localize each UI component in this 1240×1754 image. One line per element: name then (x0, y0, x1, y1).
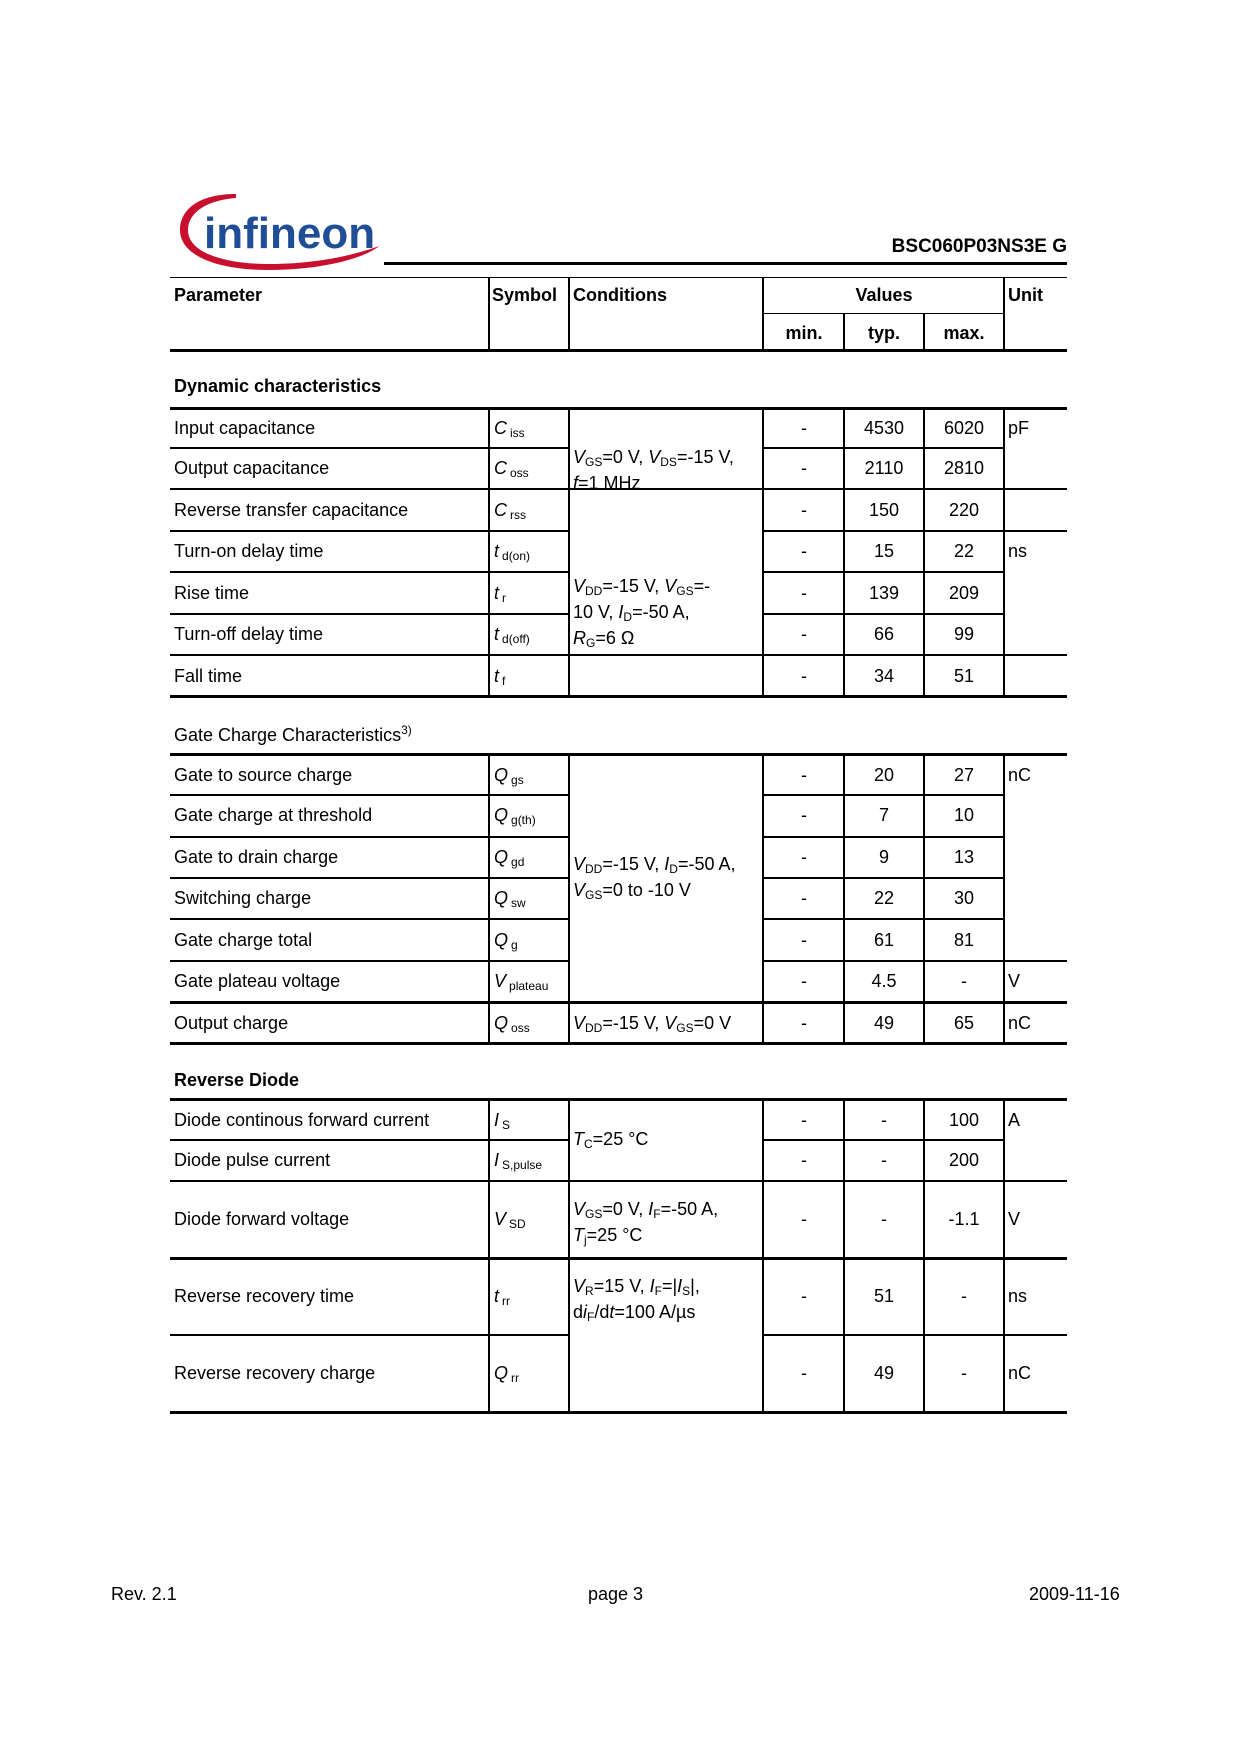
row-typ: 150 (868, 500, 900, 520)
row-min: - (801, 458, 807, 478)
row-typ: 2110 (864, 458, 904, 478)
conditions-forward-voltage: $V_{GS}=0$ V, $I_F=-50$ A, $T_j=25$ °C (573, 1199, 719, 1247)
row-unit: nC (1008, 765, 1032, 785)
row-min: - (801, 624, 807, 644)
row-symbol: t $_{d(off)}$ (494, 624, 530, 646)
row-max: 6020 (943, 418, 985, 438)
footnote-ref: 3) (401, 723, 412, 737)
conditions-gate-charge: $V_{DD}=-15$ V, $I_D=-50$ A, $V_{GS}=0$ to -10 V (573, 854, 736, 902)
row-parameter: Gate plateau voltage (174, 971, 341, 991)
row-max: -1.1 (948, 1209, 980, 1229)
row-min: - (801, 1363, 807, 1383)
row-parameter: Diode forward voltage (174, 1209, 350, 1229)
row-min: - (801, 1013, 807, 1033)
logo-wordmark: infineon (204, 209, 376, 258)
row-symbol: t $_{d(on)}$ (494, 541, 531, 563)
row-symbol: t $_{rr}$ (494, 1286, 511, 1308)
row-unit: ns (1008, 541, 1028, 561)
row-symbol: V $_{SD}$ (494, 1209, 526, 1231)
col-header-symbol: Symbol (492, 285, 558, 305)
row-unit: V (1008, 1209, 1021, 1229)
col-header-parameter: Parameter (174, 285, 263, 305)
col-header-min: min. (785, 323, 823, 343)
conditions-reverse-recovery: $V_R=15$ V, $I_F=|I_S|$, $di_F/dt=100$ A/µs (573, 1276, 700, 1324)
row-max: 10 (953, 805, 975, 825)
row-max: 30 (953, 888, 975, 908)
row-max: 2810 (943, 458, 985, 478)
row-parameter: Gate charge total (174, 930, 313, 950)
section-gate-charge: Gate Charge Characteristics$^{3)}$ (174, 723, 412, 745)
row-max: 200 (948, 1150, 980, 1170)
row-parameter: Output charge (174, 1013, 289, 1033)
row-max: 13 (953, 847, 975, 867)
row-symbol: Q $_{gd}$ (494, 847, 525, 869)
row-max: 27 (953, 765, 975, 785)
row-symbol: Q $_{sw}$ (494, 888, 526, 910)
row-max: 51 (953, 666, 975, 686)
row-max: 220 (948, 500, 980, 520)
row-parameter: Switching charge (174, 888, 312, 908)
row-typ: 49 (873, 1363, 895, 1383)
row-min: - (801, 847, 807, 867)
col-header-values: Values (855, 285, 913, 305)
row-typ: 61 (873, 930, 895, 950)
row-symbol: Q $_{g(th)}$ (494, 805, 536, 827)
row-min: - (801, 930, 807, 950)
conditions-capacitance: $V_{GS}=0$ V, $V_{DS}=-15$ V, f=1 MHz (573, 447, 734, 493)
row-parameter: Fall time (174, 666, 243, 686)
row-typ: 49 (873, 1013, 895, 1033)
section-dynamic: Dynamic characteristics (174, 376, 382, 396)
row-symbol: C $_{oss}$ (494, 458, 529, 480)
row-min: - (801, 1209, 807, 1229)
row-min: - (801, 500, 807, 520)
row-symbol: Q $_g$ (494, 930, 518, 952)
row-typ: 4.5 (871, 971, 897, 991)
row-max: 65 (953, 1013, 975, 1033)
row-typ: 66 (873, 624, 895, 644)
row-parameter: Input capacitance (174, 418, 316, 438)
col-header-unit: Unit (1008, 285, 1043, 305)
col-header-conditions: Conditions (573, 285, 667, 305)
col-header-max: max. (943, 323, 985, 343)
row-typ: 139 (868, 583, 900, 603)
row-min: - (801, 1150, 807, 1170)
row-typ: 4530 (863, 418, 905, 438)
row-typ: 51 (873, 1286, 895, 1306)
row-typ: 20 (873, 765, 895, 785)
row-max: 209 (948, 583, 980, 603)
row-min: - (801, 418, 807, 438)
row-max: 100 (948, 1110, 980, 1130)
row-max: 81 (953, 930, 975, 950)
row-symbol: I $_{S,pulse}$ (494, 1150, 543, 1172)
row-max: - (961, 1363, 967, 1383)
row-min: - (801, 971, 807, 991)
row-typ: 34 (873, 666, 895, 686)
row-typ: - (881, 1110, 887, 1130)
row-parameter: Diode pulse current (174, 1150, 331, 1170)
row-unit: nC (1008, 1363, 1032, 1383)
row-min: - (801, 805, 807, 825)
row-unit: ns (1008, 1286, 1028, 1306)
section-reverse-diode: Reverse Diode (174, 1070, 300, 1090)
row-min: - (801, 888, 807, 908)
row-parameter: Gate to drain charge (174, 847, 339, 867)
infineon-logo (178, 190, 380, 272)
row-symbol: Q $_{gs}$ (494, 765, 524, 787)
row-typ: - (881, 1150, 887, 1170)
footer-date: 2009-11-16 (1029, 1584, 1120, 1604)
row-unit: nC (1008, 1013, 1032, 1033)
row-symbol: V $_{plateau}$ (494, 971, 549, 993)
header-rule (384, 262, 1067, 265)
row-symbol: t $_f$ (494, 666, 506, 688)
row-typ: 9 (878, 847, 889, 867)
footer-revision: Rev. 2.1 (111, 1584, 177, 1604)
col-header-typ: typ. (867, 323, 900, 343)
row-min: - (801, 1110, 807, 1130)
row-symbol: Q $_{rr}$ (494, 1363, 520, 1385)
row-parameter: Gate to source charge (174, 765, 353, 785)
row-max: - (961, 971, 967, 991)
footer-page: page 3 (588, 1584, 644, 1604)
row-max: 22 (953, 541, 975, 561)
row-parameter: Turn-on delay time (174, 541, 324, 561)
row-unit: A (1008, 1110, 1021, 1130)
row-typ: - (881, 1209, 887, 1229)
row-symbol: C $_{iss}$ (494, 418, 525, 440)
row-symbol: I $_S$ (494, 1110, 511, 1132)
row-symbol: Q $_{oss}$ (494, 1013, 530, 1035)
row-min: - (801, 583, 807, 603)
row-symbol: C $_{rss}$ (494, 500, 526, 522)
part-number: BSC060P03NS3E G (891, 236, 1067, 257)
conditions-diode-current: $T_C=25$ °C (573, 1129, 649, 1151)
conditions-output-charge: $V_{DD}=-15$ V, $V_{GS}=0$ V (573, 1013, 732, 1035)
row-min: - (801, 541, 807, 561)
row-typ: 7 (878, 805, 889, 825)
row-min: - (801, 765, 807, 785)
row-unit: V (1008, 971, 1021, 991)
row-min: - (801, 1286, 807, 1306)
row-unit: pF (1008, 418, 1030, 438)
row-parameter: Gate charge at threshold (174, 805, 373, 825)
row-parameter: Rise time (174, 583, 250, 603)
row-symbol: t $_r$ (494, 583, 507, 605)
row-parameter: Reverse recovery time (174, 1286, 355, 1306)
row-parameter: Turn-off delay time (174, 624, 324, 644)
row-parameter: Reverse transfer capacitance (174, 500, 409, 520)
row-typ: 15 (873, 541, 895, 561)
row-typ: 22 (873, 888, 895, 908)
row-parameter: Diode continous forward current (174, 1110, 430, 1130)
row-parameter: Reverse recovery charge (174, 1363, 376, 1383)
row-max: - (961, 1286, 967, 1306)
row-parameter: Output capacitance (174, 458, 330, 478)
row-min: - (801, 666, 807, 686)
row-max: 99 (953, 624, 975, 644)
conditions-switching: $V_{DD}=-15$ V, $V_{GS}=-$ 10 V, $I_D=-50$ A, $R_G=6$ Ω (573, 576, 711, 650)
